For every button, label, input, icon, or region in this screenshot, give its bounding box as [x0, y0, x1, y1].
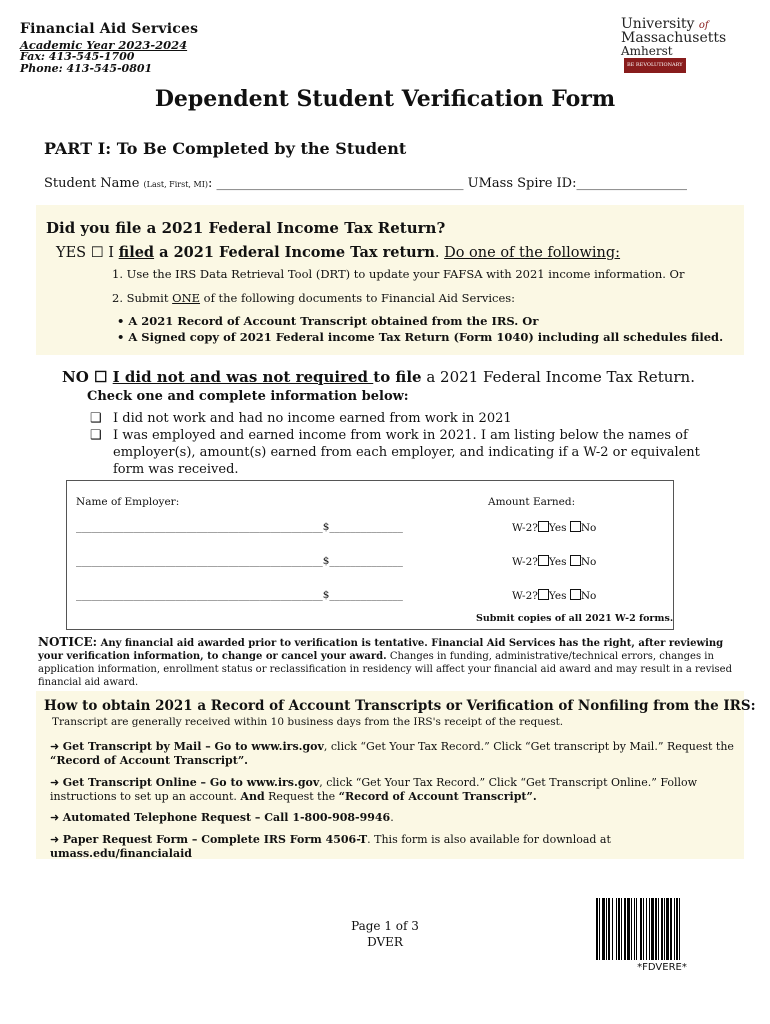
option-employed: I was employed and earned income from work in 2021. I am listing below the names of employer(s), amount(s) earned from each employer, and indicating if a W-2 or equivalent form was received.	[113, 428, 700, 477]
w2-no-checkbox[interactable]	[570, 555, 581, 566]
irs-item-online-bold2: And	[240, 790, 265, 803]
irs-item-mail	[50, 740, 740, 768]
irs-heading: How to obtain 2021 a Record of Account Transcripts or Verification of Nonfiling from the IRS:	[44, 698, 756, 714]
arrow-icon: ➜	[50, 740, 60, 753]
amount-col-header: Amount Earned:	[488, 496, 576, 508]
logo-tag: BE REVOLUTIONARY	[624, 58, 686, 73]
check-one-heading: Check one and complete information below:	[87, 389, 409, 404]
no-underlined: I did not and was not required	[112, 368, 374, 386]
yes-instruction: Do one of the following:	[444, 245, 621, 261]
employer-row-2-line[interactable]: _______________________________________________$______________	[76, 555, 403, 567]
no-checkbox[interactable]: NO ☐	[62, 368, 113, 386]
w2-no-label: No	[580, 556, 597, 568]
step-2-pre: 2. Submit	[112, 291, 173, 305]
bullet-transcript: • A 2021 Record of Account Transcript obtained from the IRS. Or	[117, 314, 539, 328]
arrow-icon: ➜	[50, 833, 60, 846]
notice-paragraph	[38, 636, 738, 689]
irs-item-online-text2: Request the	[264, 790, 339, 803]
irs-item-online	[50, 776, 740, 804]
w2-yes-label: Yes	[548, 590, 567, 602]
employer-row-2-w2	[512, 555, 596, 568]
logo-massachusetts: Massachusetts	[621, 30, 727, 46]
logo-university: University	[621, 16, 695, 32]
student-name-hint: (Last, First, MI)	[143, 180, 208, 189]
form-title: Dependent Student Verification Form	[154, 86, 616, 112]
umass-logo	[621, 16, 731, 68]
w2-no-checkbox[interactable]	[570, 521, 581, 532]
w2-yes-label: Yes	[548, 522, 567, 534]
w2-no-checkbox[interactable]	[570, 589, 581, 600]
notice-bold-text: Any financial aid awarded prior to verification is tentative. Financial Aid Services has the right, after reviewing your verification information, to change or cancel your award.	[38, 638, 724, 662]
w2-no-label: No	[580, 590, 597, 602]
tax-question: Did you file a 2021 Federal Income Tax Return?	[46, 219, 446, 237]
irs-item-phone-bold: Automated Telephone Request – Call 1-800-908-9946	[62, 811, 391, 824]
option-no-work-checkbox[interactable]: ❑	[90, 411, 102, 426]
step-2-post: of the following documents to Financial Aid Services:	[200, 291, 516, 305]
irs-item-phone-text: .	[390, 811, 394, 824]
irs-item-online-bold3: “Record of Account Transcript”.	[338, 790, 537, 803]
w2-submit-note: Submit copies of all 2021 W-2 forms.	[476, 613, 674, 624]
irs-item-phone	[50, 811, 740, 825]
student-name-field[interactable]: : ______________________________________	[207, 176, 464, 191]
w2-yes-checkbox[interactable]	[538, 521, 549, 532]
arrow-icon: ➜	[50, 811, 60, 824]
w2-no-label: No	[580, 522, 597, 534]
w2-label: W-2?	[512, 522, 538, 534]
academic-year: Academic Year 2023-2024	[20, 38, 188, 52]
bullet-signed-return: • A Signed copy of 2021 Federal income Tax Return (Form 1040) including all schedules filed.	[117, 330, 724, 344]
yes-checkbox[interactable]: YES ☐ I	[56, 245, 119, 261]
yes-filed: filed	[118, 244, 155, 261]
step-2	[112, 291, 515, 305]
employer-row-3-w2	[512, 589, 596, 602]
step-2-one: ONE	[172, 291, 201, 305]
office-name: Financial Aid Services	[20, 21, 199, 37]
student-name-label: Student Name	[44, 176, 140, 191]
w2-yes-checkbox[interactable]	[538, 589, 549, 600]
notice-label: NOTICE:	[38, 635, 98, 649]
w2-yes-label: Yes	[548, 556, 567, 568]
spire-id-field[interactable]: UMass Spire ID:_________________	[467, 176, 687, 191]
part1-heading: PART I: To Be Completed by the Student	[44, 139, 407, 158]
irs-item-paper	[50, 833, 740, 861]
irs-item-mail-bold2: “Record of Account Transcript”.	[50, 754, 248, 767]
page-number: Page 1 of 3	[351, 919, 419, 933]
no-option[interactable]	[62, 368, 695, 386]
option-no-work: I did not work and had no income earned from work in 2021	[113, 411, 512, 426]
logo-amherst: Amherst	[621, 44, 673, 58]
student-name-row	[44, 176, 687, 191]
notice-text: Changes in funding, administrative/technical errors, changes in application information, enrollment status or reclassification in residency will affect your financial aid award and may result in a revised financial aid award.	[38, 651, 732, 688]
w2-label: W-2?	[512, 556, 538, 568]
phone-number: Phone: 413-545-0801	[20, 62, 153, 75]
fax-number: Fax: 413-545-1700	[20, 50, 135, 63]
irs-subtext: Transcript are generally received within 10 business days from the IRS's receipt of the request.	[52, 716, 564, 728]
arrow-icon: ➜	[50, 776, 60, 789]
irs-item-paper-bold: Paper Request Form – Complete IRS Form 4506-T	[62, 833, 368, 846]
barcode-text: *FDVERE*	[637, 962, 687, 973]
w2-yes-checkbox[interactable]	[538, 555, 549, 566]
irs-item-online-bold: Get Transcript Online – Go to www.irs.gov	[62, 776, 320, 789]
option-employed-checkbox[interactable]: ❑	[90, 428, 102, 443]
page-footer	[340, 918, 430, 950]
form-code: DVER	[367, 935, 403, 949]
employer-row-3-line[interactable]: _______________________________________________$______________	[76, 589, 403, 601]
irs-item-paper-text: . This form is also available for download at	[367, 833, 611, 846]
employer-row-1-w2	[512, 521, 596, 534]
irs-item-mail-bold: Get Transcript by Mail – Go to www.irs.gov	[62, 740, 324, 753]
employer-col-header: Name of Employer:	[76, 496, 180, 508]
yes-option[interactable]: YES ☐ I filed a 2021 Federal Income Tax return. Do one of the following:	[56, 244, 621, 261]
employer-row-1-line[interactable]: _______________________________________________$______________	[76, 521, 403, 533]
no-bold: to file	[373, 368, 422, 386]
irs-item-online-text: , click “Get Your Tax Record.” Click “Get Transcript Online.” Follow instructions to set up an account.	[50, 776, 698, 803]
yes-rest: a 2021 Federal Income Tax return	[154, 244, 435, 261]
no-rest: a 2021 Federal Income Tax Return.	[421, 368, 695, 386]
irs-item-mail-text: , click “Get Your Tax Record.” Click “Get transcript by Mail.” Request the	[323, 740, 734, 753]
logo-of: of	[698, 20, 709, 31]
irs-item-paper-bold2: umass.edu/financialaid	[50, 847, 192, 860]
w2-label: W-2?	[512, 590, 538, 602]
barcode-image	[596, 898, 728, 960]
step-1: 1. Use the IRS Data Retrieval Tool (DRT) to update your FAFSA with 2021 income information. Or	[112, 267, 685, 281]
